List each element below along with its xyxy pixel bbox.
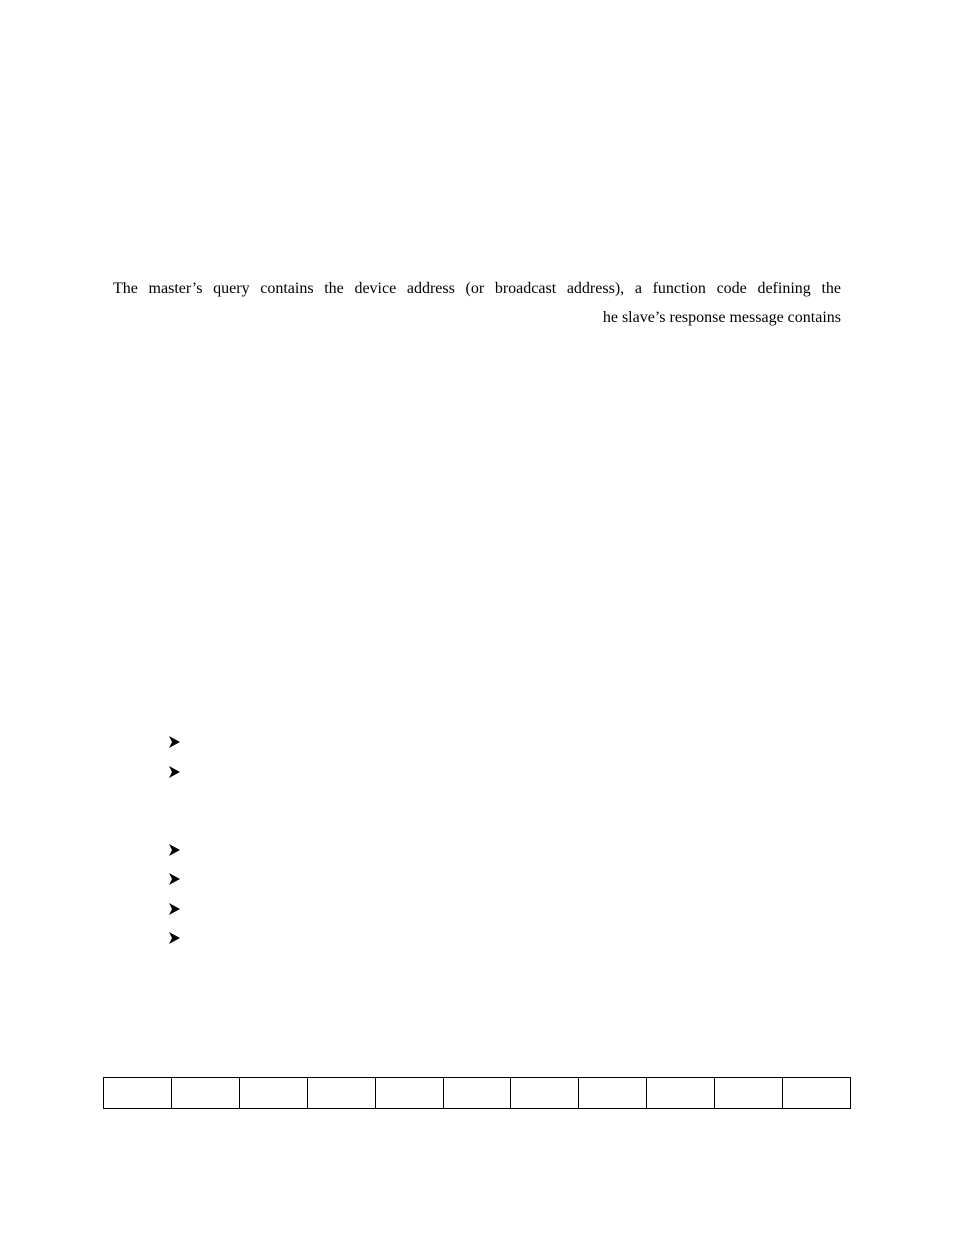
frame-table xyxy=(103,1077,851,1109)
arrowhead-bullet-icon xyxy=(167,872,181,886)
table-cell xyxy=(647,1078,715,1109)
paragraph-line-1: The master’s query contains the device address (or broadcast address), a function code defining the xyxy=(113,280,841,297)
table-cell xyxy=(307,1078,375,1109)
arrowhead-bullet-icon xyxy=(167,902,181,916)
table-cell xyxy=(715,1078,783,1109)
arrowhead-bullet-icon xyxy=(167,735,181,749)
table-cell xyxy=(375,1078,443,1109)
table-cell xyxy=(104,1078,172,1109)
table-cell xyxy=(443,1078,511,1109)
table-row xyxy=(104,1078,851,1109)
arrowhead-bullet-icon xyxy=(167,765,181,779)
paragraph-line-2: he slave’s response message contains xyxy=(602,309,841,326)
table-cell xyxy=(171,1078,239,1109)
table-cell xyxy=(511,1078,579,1109)
arrowhead-bullet-icon xyxy=(167,843,181,857)
table-cell xyxy=(783,1078,851,1109)
arrowhead-bullet-icon xyxy=(167,931,181,945)
table-cell xyxy=(579,1078,647,1109)
table-cell xyxy=(239,1078,307,1109)
